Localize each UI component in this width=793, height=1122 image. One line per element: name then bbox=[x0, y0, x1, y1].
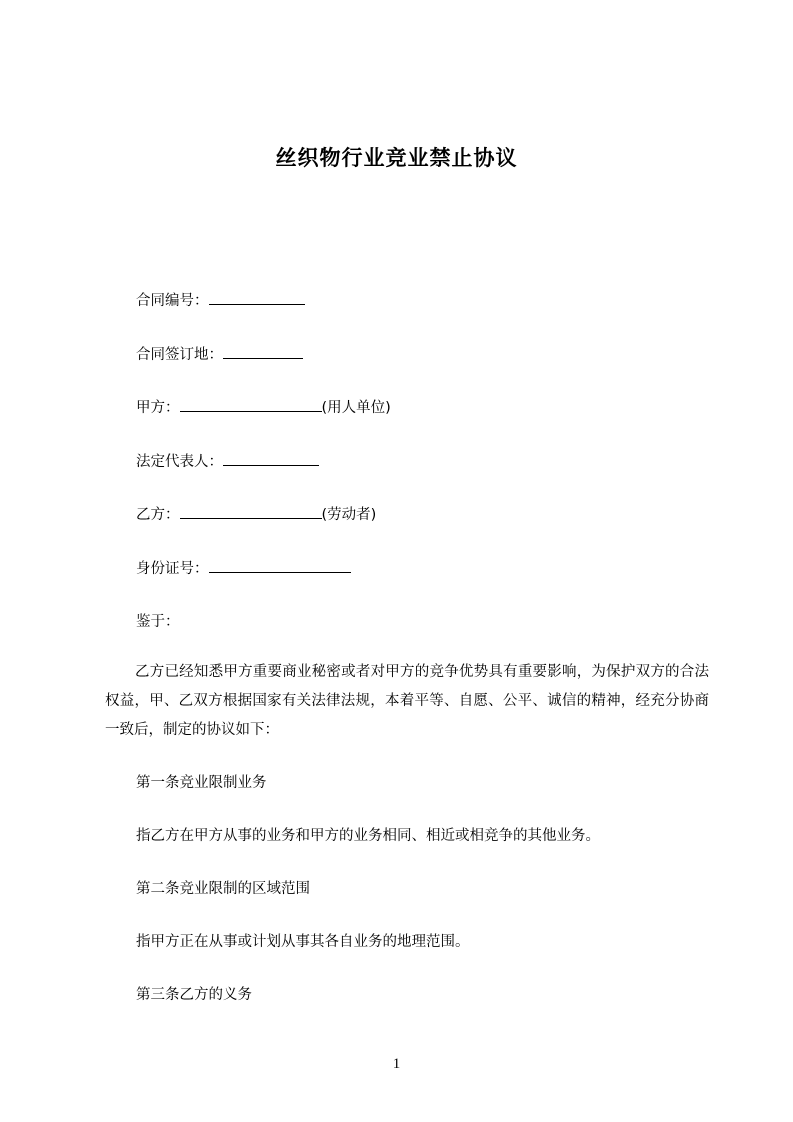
party-b-field bbox=[136, 505, 376, 525]
party-b-note: (劳动者) bbox=[321, 507, 377, 523]
party-b-label: 乙方： bbox=[136, 507, 180, 523]
article-1-body: 指乙方在甲方从事的业务和甲方的业务相同、相近或相竞争的其他业务。 bbox=[136, 828, 600, 844]
legal-rep-field bbox=[136, 452, 319, 472]
contract-number-blank bbox=[209, 292, 305, 305]
party-a-blank bbox=[180, 399, 322, 412]
party-b-blank bbox=[180, 506, 322, 519]
id-number-label: 身份证号： bbox=[136, 561, 209, 577]
intro-paragraph: 乙方已经知悉甲方重要商业秘密或者对甲方的竞争优势具有重要影响，为保护双方的合法权益，甲、乙双方根据国家有关法律法规，本着平等、自愿、公平、诚信的精神，经充分协商一致后，制定的协议如下： bbox=[105, 664, 709, 738]
whereas-label: 鉴于： bbox=[136, 614, 180, 630]
contract-number-label: 合同编号： bbox=[136, 293, 209, 309]
article-3-heading: 第三条乙方的义务 bbox=[136, 987, 252, 1003]
party-a-field bbox=[136, 398, 391, 418]
article-2-body: 指甲方正在从事或计划从事其各自业务的地理范围。 bbox=[136, 934, 470, 950]
article-1-heading: 第一条竞业限制业务 bbox=[136, 775, 267, 791]
party-a-note: (用人单位) bbox=[321, 400, 391, 416]
party-a-label: 甲方： bbox=[136, 400, 180, 416]
sign-place-label: 合同签订地： bbox=[136, 347, 223, 363]
page-number: 1 bbox=[392, 1056, 401, 1072]
article-2-heading: 第二条竞业限制的区域范围 bbox=[136, 881, 310, 897]
sign-place-blank bbox=[223, 346, 303, 359]
contract-number-field bbox=[136, 291, 305, 311]
legal-rep-blank bbox=[223, 453, 319, 466]
id-number-blank bbox=[209, 560, 351, 573]
sign-place-field bbox=[136, 345, 303, 365]
document-title: 丝织物行业竞业禁止协议 bbox=[275, 146, 518, 170]
id-number-field bbox=[136, 559, 351, 579]
legal-rep-label: 法定代表人： bbox=[136, 454, 223, 470]
